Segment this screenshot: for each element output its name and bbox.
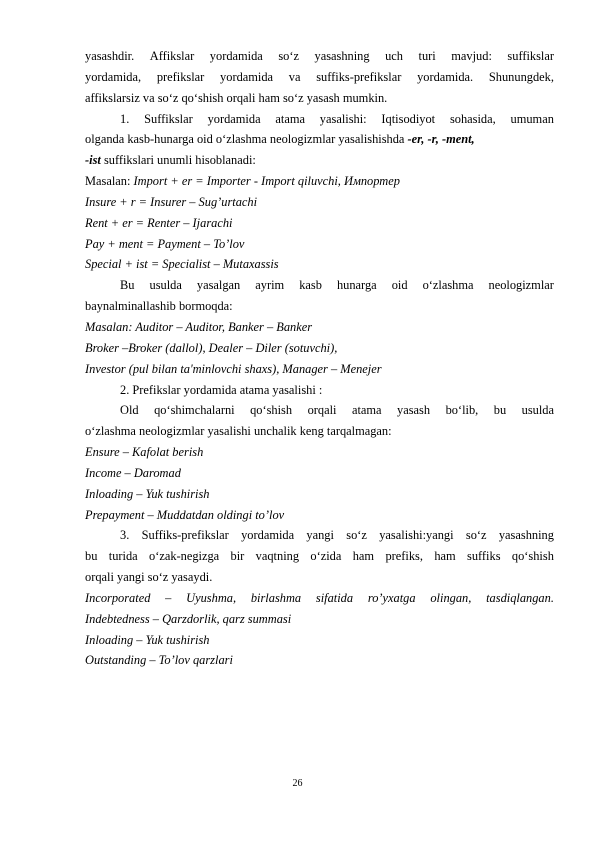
word: yordamida — [241, 528, 295, 543]
text-span: suffikslari unumli hisoblanadi: — [100, 153, 256, 168]
text-line — [85, 150, 554, 171]
word: so‘z — [278, 49, 299, 63]
text-line — [85, 46, 554, 67]
word: yordamida — [220, 69, 274, 84]
example-line — [85, 588, 554, 609]
text-line: o‘zlashma neologizmlar yasalishi unchalik keng tarqalmagan: — [85, 424, 392, 439]
word: olingan, — [430, 590, 472, 605]
word: yordamida — [207, 111, 261, 126]
word: o‘zak-negizga — [149, 549, 220, 564]
word: yasash — [397, 403, 431, 418]
word: yasalgan — [196, 278, 241, 293]
word: usulda — [521, 403, 554, 418]
example-line: Income – Daromad — [85, 465, 181, 480]
word: bir — [230, 549, 245, 564]
word: va — [288, 69, 301, 84]
word: ayrim — [255, 278, 285, 293]
word: turi — [418, 49, 436, 63]
word: birlashma — [250, 590, 302, 605]
word: mavjud: — [451, 49, 492, 63]
word: orqali — [307, 403, 337, 418]
word: yasashdir. — [85, 49, 135, 63]
text-line — [85, 171, 554, 192]
example-line: Outstanding – To’lov qarzlari — [85, 653, 233, 668]
word: vaqtning — [255, 549, 300, 564]
word: ham — [434, 549, 456, 564]
example-line: Prepayment – Muddatdan oldingi to’lov — [85, 507, 285, 522]
word: Suffikslar — [144, 111, 193, 126]
text-line — [85, 525, 554, 546]
word: sifatida — [315, 590, 354, 605]
page-number: 26 — [292, 778, 303, 789]
example-line: Special + ist = Specialist – Mutaxassis — [85, 257, 279, 272]
text-span: Masalan: — [85, 174, 134, 189]
word: tasdiqlangan. — [486, 590, 554, 605]
example-line: Inloading – Yuk tushirish — [85, 632, 210, 647]
word: neologizmlar — [488, 278, 554, 293]
word: 1. — [120, 111, 130, 126]
word: suffiks — [467, 549, 501, 564]
example-line: Inloading – Yuk tushirish — [85, 486, 210, 501]
word: yordamida. — [417, 69, 474, 84]
word: hunarga — [336, 278, 377, 293]
word: 3. — [120, 528, 130, 543]
word: yasalishi: — [319, 111, 367, 126]
word: – — [165, 590, 172, 605]
word: sohasida, — [449, 111, 496, 126]
text-line: affikslarsiz va so‘z qo‘shish orqali ham so‘z yasash mumkin. — [85, 90, 388, 105]
example-line: Pay + ment = Payment – To’lov — [85, 236, 245, 251]
word: bo‘lib, — [445, 403, 479, 418]
word: yasashning — [314, 49, 370, 63]
word: turida — [108, 549, 138, 564]
document-page — [85, 46, 554, 671]
word: Iqtisodiyot — [381, 111, 436, 126]
text-line: orqali yangi so‘z yasaydi. — [85, 570, 213, 585]
example-line: Indebtedness – Qarzdorlik, qarz summasi — [85, 611, 292, 626]
word: Affikslar — [149, 49, 195, 63]
word: qo‘shimchalarni — [154, 403, 235, 418]
word: prefikslar — [156, 69, 205, 84]
word: Uyushma, — [186, 590, 237, 605]
word: bu — [85, 549, 98, 564]
text-line — [85, 275, 554, 296]
word: qo‘shish — [250, 403, 293, 418]
word: suffikslar — [507, 49, 554, 63]
example-line: Broker –Broker (dallol), Dealer – Diler (sotuvchi), — [85, 340, 338, 355]
word: oid — [391, 278, 408, 293]
suffix-list: -er, -r, -ment, — [407, 132, 475, 147]
text-line — [85, 400, 554, 421]
word: umuman — [510, 111, 554, 126]
word: Incorporated — [85, 590, 151, 605]
word: o‘zida — [310, 549, 342, 564]
word: yordamida — [209, 49, 263, 63]
word: bu — [493, 403, 507, 418]
word: atama — [275, 111, 305, 126]
text-span: olganda kasb-hunarga oid o‘zlashma neologizmlar yasalishishda — [85, 132, 408, 147]
word: so‘z — [346, 528, 367, 543]
word: yangi — [306, 528, 334, 543]
section-heading: 2. Prefikslar yordamida atama yasalishi : — [120, 382, 323, 397]
example-line: Investor (pul bilan ta'minlovchi shaxs), Manager – Menejer — [85, 361, 382, 376]
word: Bu — [120, 278, 135, 293]
text-line — [85, 67, 554, 88]
text-line — [85, 109, 554, 130]
example-line: Ensure – Kafolat berish — [85, 445, 204, 460]
word: Old — [120, 403, 139, 418]
word: suffiks-prefikslar — [316, 69, 402, 84]
example-text: Import + er = Importer - Import qiluvchi, Импортер — [133, 174, 400, 189]
suffix-list: -ist — [85, 153, 101, 168]
word: ham — [352, 549, 375, 564]
word: yordamida, — [85, 69, 142, 84]
text-line — [85, 129, 554, 150]
word: atama — [351, 403, 382, 418]
text-line: baynalminallashib bormoqda: — [85, 299, 233, 314]
word: Suffiks-prefikslar — [141, 528, 229, 543]
word: uch — [385, 49, 403, 63]
word: ro’yxatga — [367, 590, 416, 605]
word: o‘zlashma — [422, 278, 474, 293]
example-line: Masalan: Auditor – Auditor, Banker – Banker — [85, 319, 313, 334]
word: yasashning — [498, 528, 554, 543]
word: yasalishi:yangi — [379, 528, 454, 543]
word: kasb — [299, 278, 322, 293]
text-line — [85, 546, 554, 567]
example-line: Rent + er = Renter – Ijarachi — [85, 215, 233, 230]
word: usulda — [149, 278, 182, 293]
word: prefiks, — [385, 549, 423, 564]
example-line: Insure + r = Insurer – Sug’urtachi — [85, 194, 258, 209]
word: Shunungdek, — [488, 69, 554, 84]
word: qo‘shish — [511, 549, 554, 564]
word: so‘z — [465, 528, 487, 543]
